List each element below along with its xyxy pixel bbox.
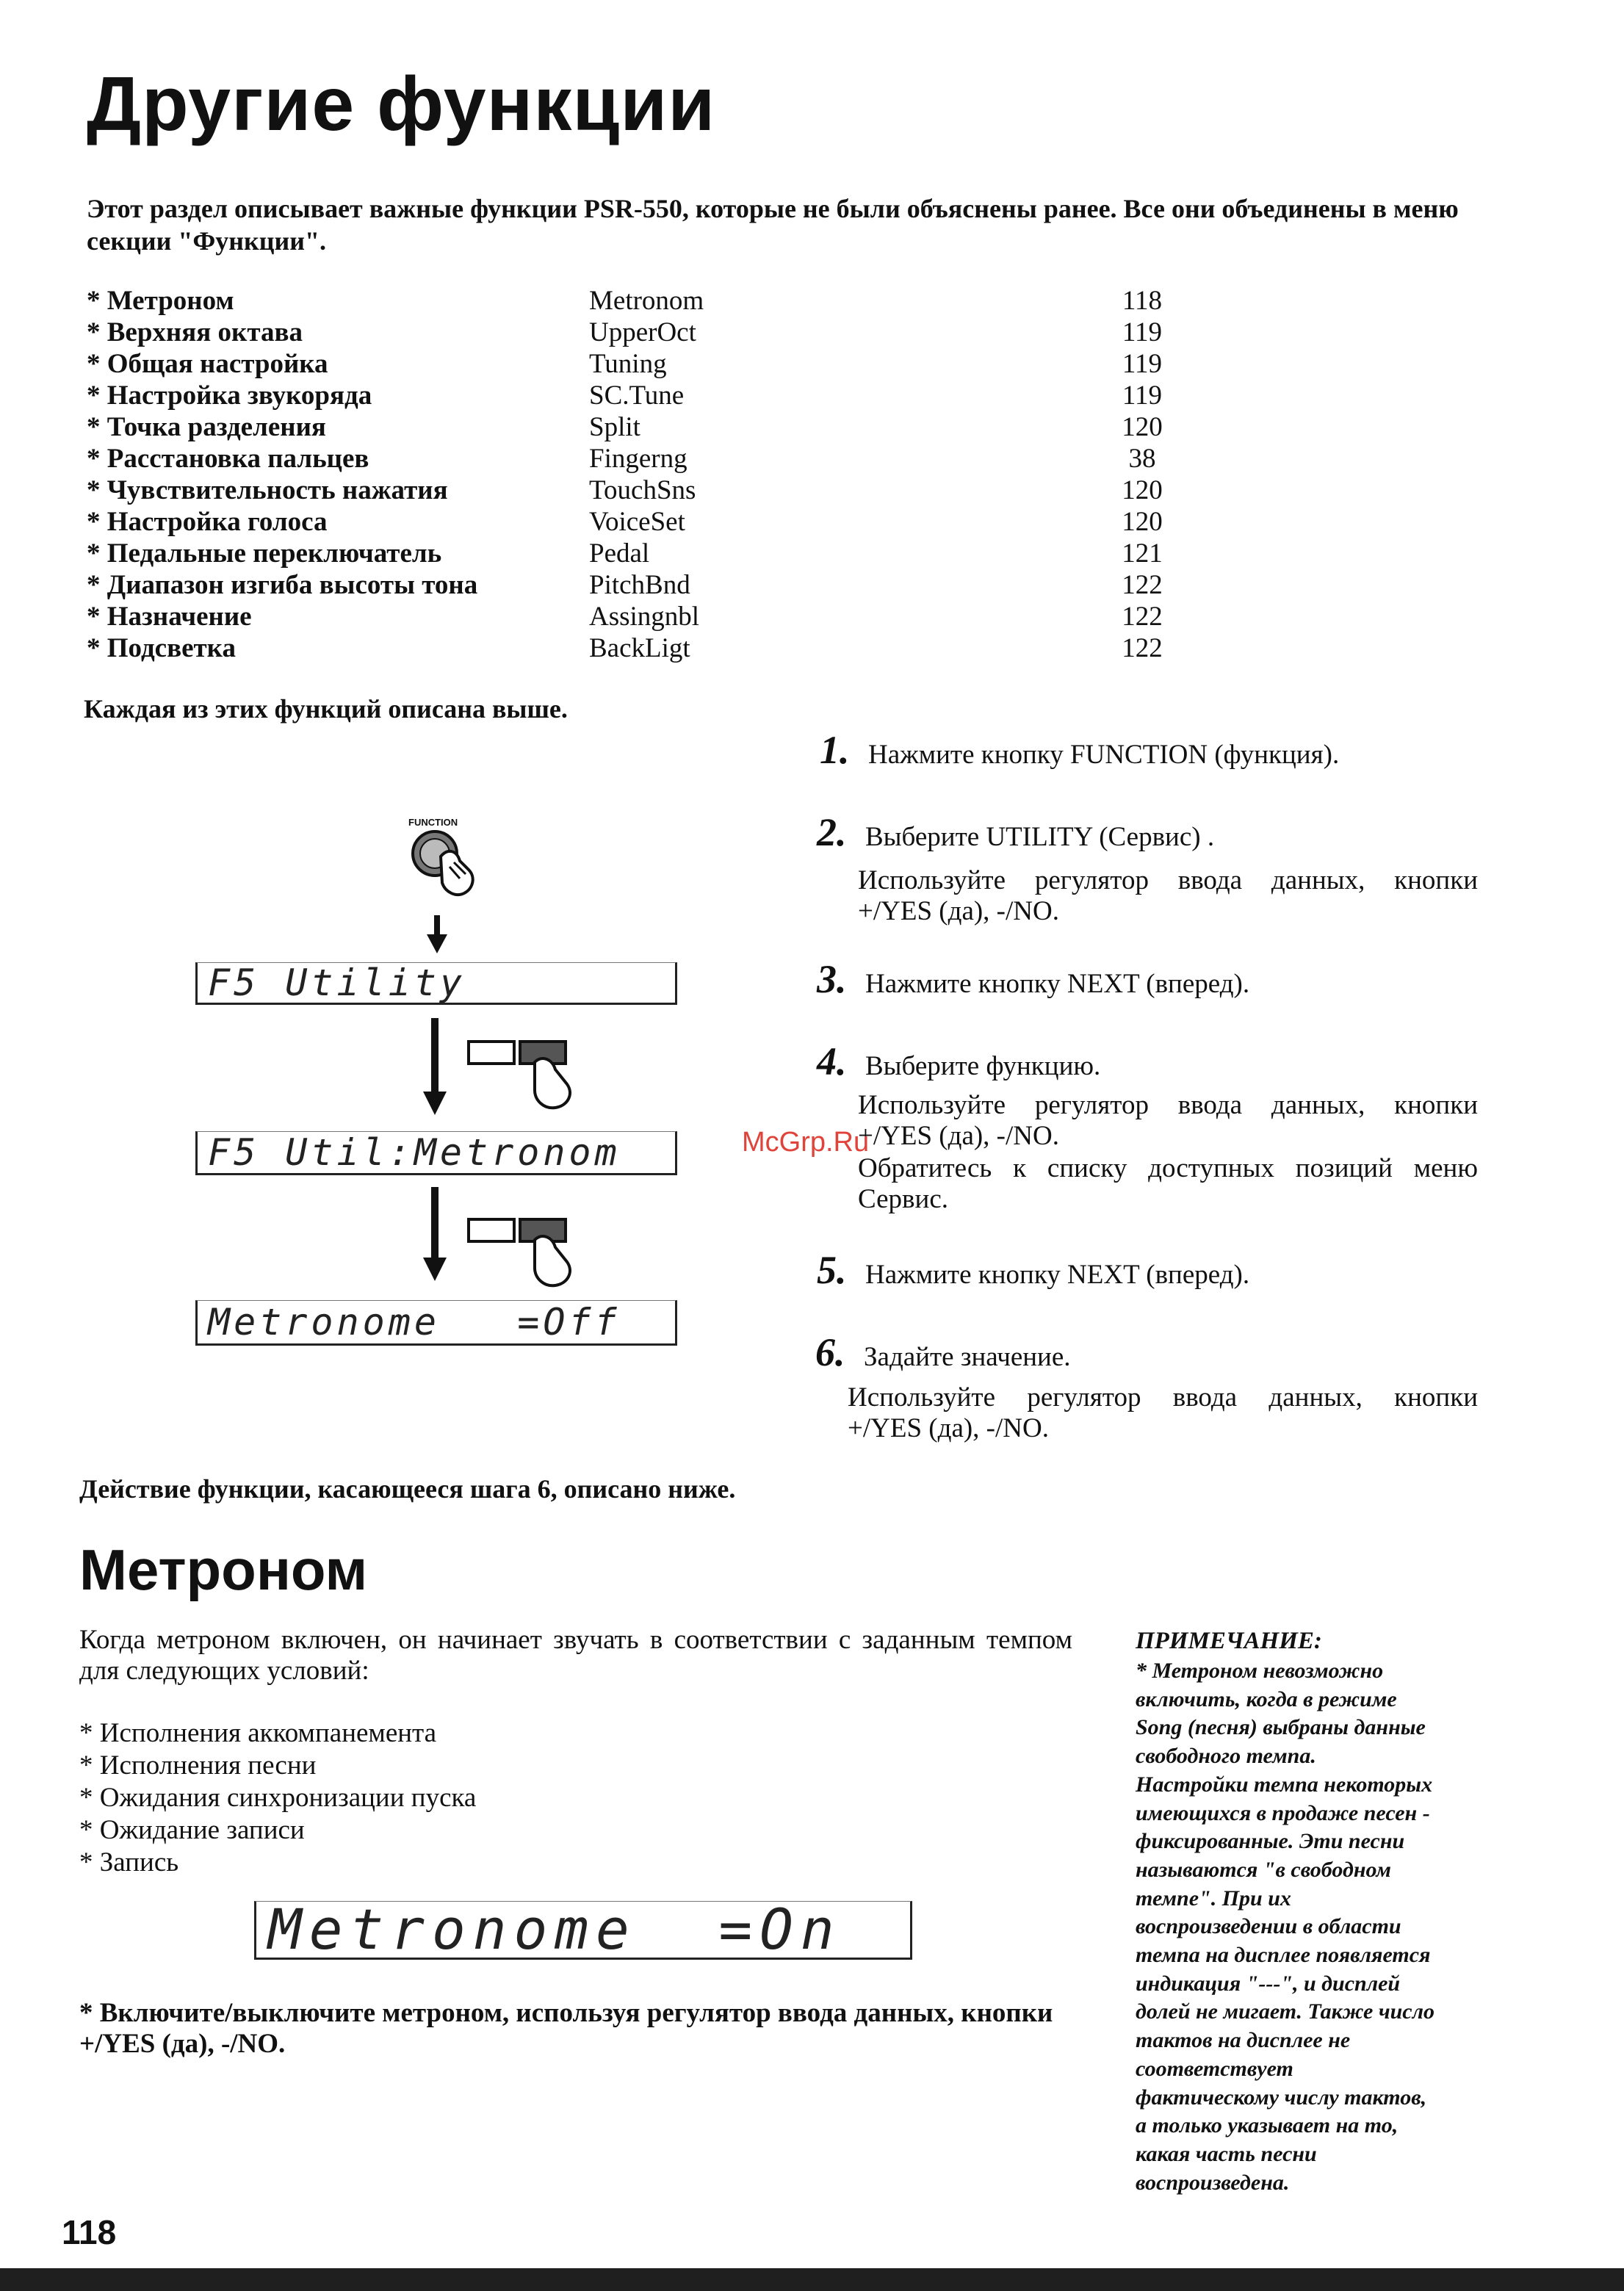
function-page: 121 [1122, 538, 1163, 569]
list-item [87, 475, 1188, 506]
function-name: * Метроном [87, 286, 234, 316]
page-bottom-border [0, 2268, 1624, 2291]
function-name: * Верхняя октава [87, 317, 303, 347]
note-line: фиксированные. Эти песни [1136, 1829, 1405, 1854]
function-code: Split [589, 412, 640, 442]
button-label: FUNCTION [408, 817, 458, 828]
function-name: * Точка разделения [87, 412, 326, 442]
step-4-sub: +/YES (да), -/NO. [858, 1121, 1059, 1151]
step-3 [817, 957, 1250, 1001]
note-line: тактов на дисплее не [1136, 2028, 1351, 2053]
function-page: 119 [1122, 380, 1163, 411]
page-title: Другие функции [87, 62, 716, 147]
note-line: Настройки темпа некоторых [1136, 1772, 1433, 1797]
list-item [87, 285, 1188, 317]
step-2-sub: +/YES (да), -/NO. [858, 896, 1059, 926]
note-line: темпе". При их [1136, 1886, 1291, 1911]
note-line: темпа на дисплее появляется [1136, 1943, 1431, 1968]
note-line: какая часть песни [1136, 2141, 1317, 2166]
note-line: Song (песня) выбраны данные [1136, 1715, 1426, 1740]
note-title: ПРИМЕЧАНИЕ: [1136, 1628, 1322, 1654]
step-6 [815, 1330, 1071, 1374]
note-line: соответствует [1136, 2056, 1293, 2081]
function-code: Assingnbl [589, 602, 700, 632]
step-text: Нажмите кнопку NEXT (вперед). [865, 1260, 1250, 1290]
function-page: 122 [1122, 602, 1163, 632]
list-item [87, 348, 1188, 380]
function-page: 122 [1122, 633, 1163, 663]
function-page: 119 [1122, 317, 1163, 347]
step-4-sub: Используйте регулятор ввода данных, кнопки [858, 1090, 1478, 1120]
list-item [87, 506, 1188, 538]
note-line: фактическому числу тактов, [1136, 2085, 1427, 2110]
function-name: * Диапазон изгиба высоты тона [87, 570, 478, 600]
step-2-sub: Используйте регулятор ввода данных, кнопки [858, 865, 1478, 895]
function-name: * Настройка голоса [87, 507, 328, 537]
list-item: * Запись [79, 1847, 179, 1877]
function-page: 119 [1122, 349, 1163, 379]
step-number: 3. [817, 957, 847, 1001]
next-button-icon [464, 1033, 589, 1114]
function-code: TouchSns [589, 475, 696, 505]
step-1 [820, 728, 1340, 772]
note-line: воспроизведении в области [1136, 1914, 1401, 1939]
list-item [87, 443, 1188, 475]
note-line: индикация "---", и дисплей [1136, 1971, 1401, 1996]
note-line: включить, когда в режиме [1136, 1686, 1397, 1711]
function-code: Pedal [589, 538, 650, 569]
step-4 [817, 1039, 1101, 1083]
watermark: McGrp.Ru [742, 1127, 870, 1158]
function-name: * Общая настройка [87, 349, 328, 379]
step-text: Задайте значение. [864, 1342, 1071, 1372]
list-item [87, 632, 1188, 664]
function-page: 120 [1122, 475, 1163, 505]
function-button-icon [397, 815, 499, 918]
function-code: BackLigt [589, 633, 690, 663]
function-name: * Расстановка пальцев [87, 444, 369, 474]
function-code: Tuning [589, 349, 667, 379]
section-title-metronome: Метроном [79, 1537, 368, 1602]
intro-paragraph: Этот раздел описывает важные функции PSR-550, которые не были объяснены ранее. Все они объединены в меню секции "Функции". [87, 194, 1459, 256]
step-number: 2. [817, 810, 847, 854]
function-button-illustration [397, 815, 499, 918]
function-page: 120 [1122, 412, 1163, 442]
lcd-display-metronom: F5 Util:Metronom [195, 1131, 677, 1175]
lcd-display-metronome-on: Metronome =On [254, 1901, 912, 1960]
step-text: Выберите UTILITY (Сервис) . [865, 822, 1215, 852]
function-page: 122 [1122, 570, 1163, 600]
metronome-conditions [79, 1717, 476, 1879]
step-text: Выберите функцию. [865, 1051, 1101, 1081]
step-6-sub: Используйте регулятор ввода данных, кнопки [848, 1382, 1478, 1413]
note-line: называются "в свободном [1136, 1857, 1391, 1882]
list-item [87, 411, 1188, 443]
metronome-intro: Когда метроном включен, он начинает звучать в соответствии с заданным темпом для следующих условий: [79, 1625, 1072, 1686]
step-4-sub: Обратитесь к списку доступных позиций меню [858, 1153, 1478, 1183]
list-item: * Ожидания синхронизации пуска [79, 1783, 477, 1813]
step-number: 4. [817, 1039, 847, 1083]
list-item [87, 538, 1188, 569]
note-line: свободного темпа. [1136, 1744, 1316, 1769]
function-code: UpperOct [589, 317, 696, 347]
list-item [87, 601, 1188, 632]
list-item: * Исполнения аккомпанемента [79, 1718, 437, 1748]
function-name: * Настройка звукоряда [87, 380, 372, 411]
function-code: PitchBnd [589, 570, 690, 600]
step-5 [817, 1248, 1250, 1292]
down-arrow-icon [424, 915, 450, 955]
function-name: * Назначение [87, 602, 252, 632]
function-code: Fingerng [589, 444, 688, 474]
lcd-display-utility: F5 Utility [195, 962, 677, 1005]
note-line: долей не мигает. Также число [1136, 1999, 1435, 2024]
list-item [87, 380, 1188, 411]
function-page: 38 [1128, 444, 1156, 474]
list-item [87, 569, 1188, 601]
metronome-instruction: * Включите/выключите метроном, используя регулятор ввода данных, кнопки +/YES (да), -/NO. [79, 1998, 1053, 2059]
note-body [1136, 1657, 1481, 2197]
note-line: * Метроном невозможно [1136, 1659, 1384, 1683]
step-number: 5. [817, 1248, 847, 1292]
step-number: 1. [820, 728, 850, 772]
down-arrow-icon [422, 1187, 448, 1284]
functions-description: Каждая из этих функций описана выше. [84, 694, 568, 724]
function-code: Metronom [589, 286, 704, 316]
function-page: 118 [1122, 286, 1163, 316]
step-text: Нажмите кнопку FUNCTION (функция). [868, 740, 1340, 770]
step-6-sub: +/YES (да), -/NO. [848, 1413, 1049, 1443]
page-number: 118 [62, 2213, 117, 2251]
list-item [87, 317, 1188, 348]
note-line: имеющихся в продаже песен - [1136, 1800, 1430, 1825]
step-number: 6. [815, 1330, 845, 1374]
down-arrow-icon [422, 1018, 448, 1116]
step-4-sub: Сервис. [858, 1184, 948, 1214]
function-page: 120 [1122, 507, 1163, 537]
step-6-note: Действие функции, касающееся шага 6, описано ниже. [79, 1474, 736, 1504]
lcd-display-metronome-off: Metronome =Off [195, 1300, 677, 1346]
next-button-icon [464, 1211, 589, 1291]
function-name: * Педальные переключатель [87, 538, 442, 569]
function-name: * Чувствительность нажатия [87, 475, 448, 505]
step-text: Нажмите кнопку NEXT (вперед). [865, 969, 1250, 999]
function-code: SC.Tune [589, 380, 685, 411]
function-name: * Подсветка [87, 633, 236, 663]
note-line: а только указывает на то, [1136, 2113, 1399, 2138]
step-2 [817, 810, 1215, 854]
note-line: воспроизведена. [1136, 2170, 1290, 2195]
function-code: VoiceSet [589, 507, 685, 537]
function-list [87, 285, 1188, 664]
list-item: * Ожидание записи [79, 1815, 305, 1845]
list-item: * Исполнения песни [79, 1750, 317, 1781]
